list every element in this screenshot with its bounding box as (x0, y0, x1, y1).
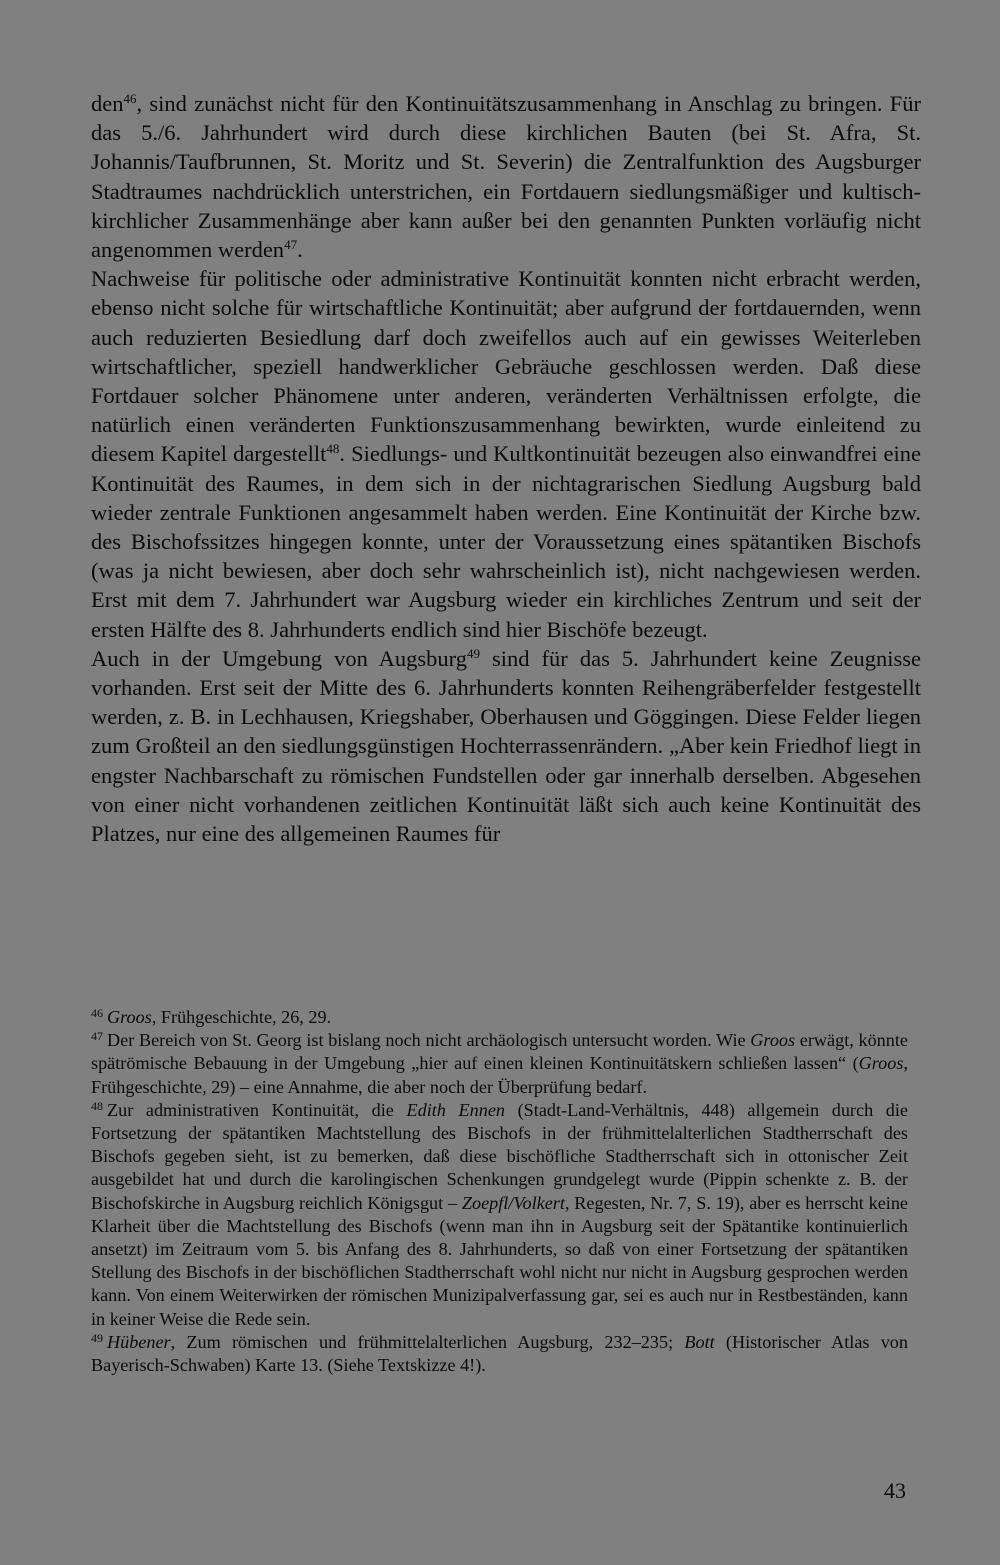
text-span: Zur administrativen Kontinuität, die (107, 1099, 407, 1120)
author-name: Zoepfl/Volkert (461, 1192, 565, 1213)
paragraph-2 (91, 264, 921, 644)
text-span: sind für das 5. Jahrhundert keine Zeugnisse vorhanden. Erst seit der Mitte des 6. Jahrhunderts konnten Reihengräberfelder festgestellt werden, z. B. in Lechhausen, Kriegshaber, Oberhausen und Göggingen. Diese Felder liegen zum Großteil an den siedlungsgünstigen Hochterrassenrändern. „Aber kein Friedhof liegt in engster Nachbarschaft zu römischen Fundstellen oder gar innerhalb derselben. Abgesehen von einer nicht vorhandenen zeitlichen Kontinuität läßt sich auch keine Kontinuität des Platzes, nur eine des allgemeinen Raumes für (91, 645, 922, 847)
footnotes (91, 1006, 908, 1377)
footnote-ref-48[interactable]: 48 (326, 441, 340, 457)
text-span: (Historischer Atlas von Bayerisch-Schwaben) Karte 13. (Siehe Textskizze 4!). (91, 1331, 908, 1376)
footnote-ref-46[interactable]: 46 (123, 91, 137, 106)
text-span: Nachweise für politische oder administrative Kontinuität konnten nicht erbracht werden, ebenso nicht solche für wirtschaftliche Kontinuität; aber aufgrund der fortdauernden, wenn auch reduzierten Besiedlung darf doch zweifellos auch auf ein gewisses Weiterleben wirtschaftlicher, speziell handwerklicher Gebräuche geschlossen werden. Daß diese Fortdauer solcher Phänomene unter anderen, veränderten Verhältnissen erfolgte, die natürlich einen veränderten Funktionszusammenhang bewirkten, wurde einleitend zu diesem Kapitel dargestellt (91, 266, 921, 467)
text-span: , Frühgeschichte, 29) – eine Annahme, die aber noch der Überprüfung bedarf. (91, 1053, 908, 1097)
author-name: Groos (107, 1007, 152, 1027)
footnote-number: 47 (91, 1029, 103, 1044)
text-span: (Stadt-Land-Verhältnis, 448) allgemein durch die Fortsetzung der spätantiken Machtstellung des Bischofs in der frühmittelalterlichen Stadtherrschaft des Bischofs gegeben sieht, ist zu bemerken, daß diese bischöfliche Stadtherrschaft sich in ottonischer Zeit ausgebildet hat und durch die karolingischen Schenkungen grundgelegt wurde (Pippin schenkte z. B. der Bischofskirche in Augsburg reichlich Königsgut – (91, 1099, 908, 1213)
footnote-48 (91, 1099, 908, 1331)
text-span: , Frühgeschichte, 26, 29. (151, 1007, 332, 1027)
paragraph-3 (91, 644, 921, 848)
text-span: Der Bereich von St. Georg ist bislang noch nicht archäologisch untersucht worden. Wie (107, 1030, 751, 1051)
text-span: den (91, 91, 124, 116)
page-number: 43 (884, 1478, 906, 1503)
author-name: Groos (750, 1030, 796, 1051)
main-text (91, 89, 921, 848)
footnote-ref-47[interactable]: 47 (284, 237, 298, 253)
text-span: . (297, 237, 303, 263)
text-span: . Siedlungs- und Kultkontinuität bezeugen also einwandfrei eine Kontinuität des Raumes, in dem sich in der nichtagrarischen Siedlung Augsburg bald wieder zentrale Funktionen angesammelt haben werden. Eine Kontinuität der Kirche bzw. des Bischofssitzes hingegen konnte, unter der Voraussetzung eines spätantiken Bischofs (was ja nicht bewiesen, aber doch sehr wahrscheinlich ist), nicht nachgewiesen werden. Erst mit dem 7. Jahrhundert war Augsburg wieder ein kirchliches Zentrum und seit der ersten Hälfte des 8. Jahrhunderts endlich sind hier Bischöfe bezeugt. (91, 441, 922, 642)
footnote-number: 48 (91, 1098, 103, 1113)
footnote-46 (91, 1006, 908, 1029)
footnote-ref-49[interactable]: 49 (466, 645, 480, 661)
paragraph-1 (91, 89, 921, 264)
text-span: , sind zunächst nicht für den Kontinuitätszusammenhang in Anschlag zu bringen. Für das 5./6. Jahrhundert wird durch diese kirchlichen Bauten (bei St. Afra, St. Johannis/Taufbrunnen, St. Moritz und St. Severin) die Zentralfunktion des Augsburger Stadtraumes nachdrücklich unterstrichen, ein Fortdauern siedlungsmäßiger und kultisch-kirchlicher Zusammenhänge aber kann außer bei den genannten Punkten vorläufig nicht angenommen werden (91, 91, 921, 263)
author-name: Groos (858, 1053, 904, 1074)
footnote-49 (91, 1331, 908, 1377)
text-span: , Zum römischen und frühmittelalterlichen Augsburg, 232–235; (170, 1331, 685, 1352)
author-name: Bott (684, 1331, 715, 1352)
text-span: erwägt, könnte spätrömische Bebauung in der Umgebung „hier auf einen kleinen Kontinuitätskern schließen lassen“ ( (91, 1030, 908, 1074)
text-span: Auch in der Umgebung von Augsburg (91, 645, 467, 671)
author-name: Edith Ennen (406, 1099, 505, 1120)
text-span: , Regesten, Nr. 7, S. 19), aber es herrscht keine Klarheit über die Machtstellung des Bischofs (wenn man ihn in Augsburg seit der Spätantike kontinuierlich ansetzt) im Zeitraum vom 5. bis Anfang des 8. Jahrhunderts, so daß von einer Fortsetzung der spätantiken Stellung des Bischofs in der bischöflichen Stadtherrschaft wohl nicht nur nicht in Augsburg gesprochen werden kann. Von einem Weiterwirken der römischen Munizipalverfassung gar, sei es auch nur in Restbeständen, kann in keiner Weise die Rede sein. (91, 1192, 909, 1329)
footnote-number: 46 (91, 1006, 103, 1020)
author-name: Hübener (107, 1331, 171, 1352)
footnote-number: 49 (91, 1330, 103, 1345)
footnote-47 (91, 1029, 908, 1099)
